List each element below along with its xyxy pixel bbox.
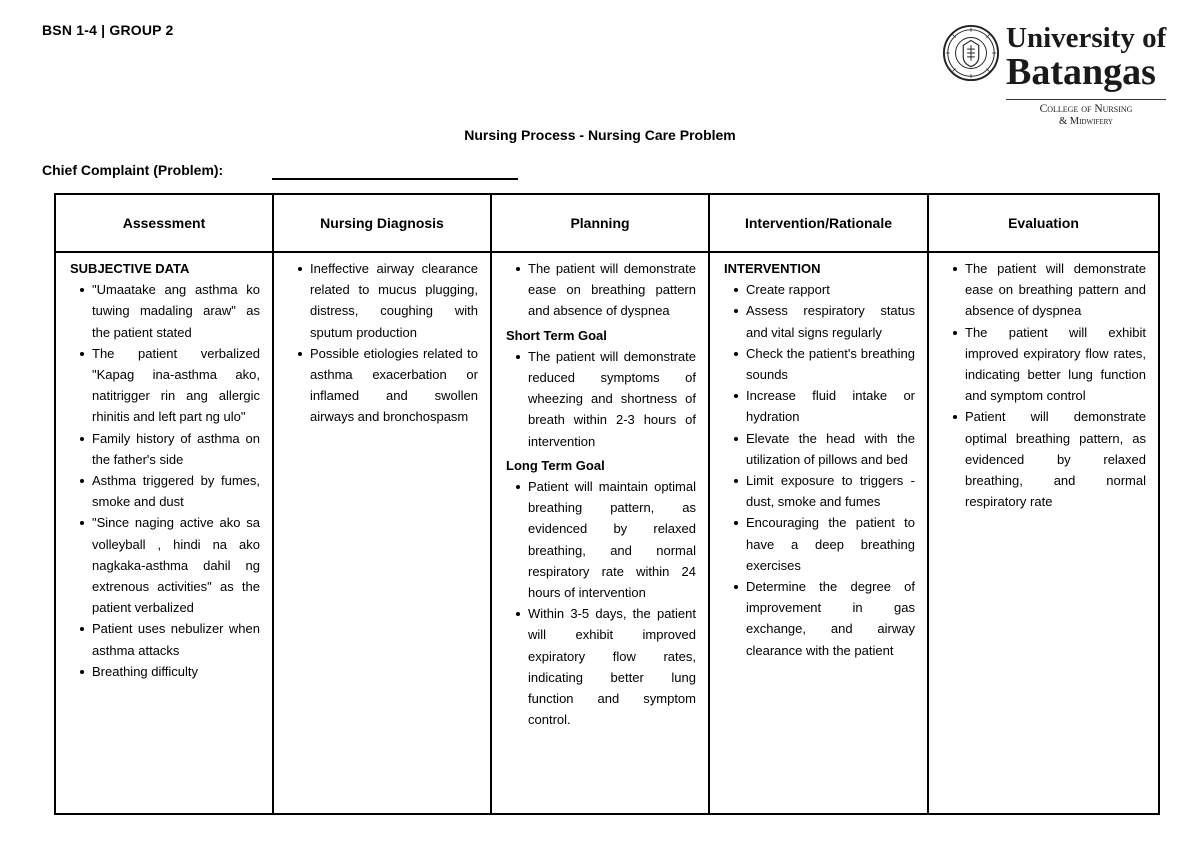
list-item: "Since naging active ako sa volleyball , hindi na ako nagkaka-asthma dahil ng extrenous activities" as the patient verbalized bbox=[92, 512, 260, 618]
column-header-evaluation: Evaluation bbox=[928, 194, 1159, 252]
list-item: The patient will demonstrate ease on breathing pattern and absence of dyspnea bbox=[528, 258, 696, 322]
list-item: "Umaatake ang asthma ko tuwing madaling araw" as the patient stated bbox=[92, 279, 260, 343]
list-item: Patient uses nebulizer when asthma attacks bbox=[92, 618, 260, 660]
short-term-goal-list bbox=[506, 346, 696, 452]
list-item: Check the patient's breathing sounds bbox=[746, 343, 915, 385]
chief-complaint-blank-line bbox=[272, 178, 518, 180]
column-header-diagnosis: Nursing Diagnosis bbox=[273, 194, 491, 252]
list-item: Limit exposure to triggers - dust, smoke and fumes bbox=[746, 470, 915, 512]
list-item: Breathing difficulty bbox=[92, 661, 260, 682]
evaluation-list bbox=[943, 258, 1146, 512]
planning-list bbox=[506, 258, 696, 322]
list-item: Increase fluid intake or hydration bbox=[746, 385, 915, 427]
list-item: Patient will demonstrate optimal breathing pattern, as evidenced by relaxed breathing, and normal respiratory rate bbox=[965, 406, 1146, 512]
list-item: Within 3-5 days, the patient will exhibit improved expiratory flow rates, indicating better lung function and symptom control. bbox=[528, 603, 696, 730]
list-item: Encouraging the patient to have a deep breathing exercises bbox=[746, 512, 915, 576]
subjective-data-heading: SUBJECTIVE DATA bbox=[70, 261, 190, 276]
list-item: Elevate the head with the utilization of pillows and bed bbox=[746, 428, 915, 470]
list-item: Assess respiratory status and vital signs regularly bbox=[746, 300, 915, 342]
evaluation-cell bbox=[928, 252, 1159, 814]
list-item: Patient will maintain optimal breathing pattern, as evidenced by relaxed breathing, and normal respiratory rate within 24 hours of intervention bbox=[528, 476, 696, 603]
list-item: Create rapport bbox=[746, 279, 915, 300]
university-logo bbox=[942, 22, 1182, 132]
assessment-cell bbox=[55, 252, 273, 814]
long-term-goal-heading: Long Term Goal bbox=[506, 457, 605, 473]
university-name-line1: University of bbox=[1006, 22, 1167, 54]
assessment-list bbox=[70, 279, 260, 682]
list-item: Asthma triggered by fumes, smoke and dust bbox=[92, 470, 260, 512]
document-title: Nursing Process - Nursing Care Problem bbox=[464, 127, 736, 143]
table-header-row bbox=[55, 194, 1159, 252]
group-label: BSN 1-4 | GROUP 2 bbox=[42, 22, 174, 38]
diagnosis-list bbox=[288, 258, 478, 428]
diagnosis-cell bbox=[273, 252, 491, 814]
column-header-intervention: Intervention/Rationale bbox=[709, 194, 928, 252]
intervention-cell bbox=[709, 252, 928, 814]
list-item: Possible etiologies related to asthma exacerbation or inflamed and swollen airways and bronchospasm bbox=[310, 343, 478, 428]
chief-complaint-label: Chief Complaint (Problem): bbox=[42, 162, 224, 178]
list-item: The patient will demonstrate ease on breathing pattern and absence of dyspnea bbox=[965, 258, 1146, 322]
college-name-line2: & Midwifery bbox=[1059, 116, 1113, 127]
list-item: The patient verbalized "Kapag ina-asthma ako, natitrigger rin ang allergic rhinitis and left part ng ulo" bbox=[92, 343, 260, 428]
column-header-planning: Planning bbox=[491, 194, 709, 252]
column-header-assessment: Assessment bbox=[55, 194, 273, 252]
list-item: Family history of asthma on the father's side bbox=[92, 428, 260, 470]
list-item: Ineffective airway clearance related to mucus plugging, distress, coughing with sputum production bbox=[310, 258, 478, 343]
university-name-line2: Batangas bbox=[1006, 51, 1156, 93]
college-name-line1: College of Nursing bbox=[1039, 103, 1133, 115]
list-item: The patient will exhibit improved expiratory flow rates, indicating better lung function and symptom control bbox=[965, 322, 1146, 407]
list-item: Determine the degree of improvement in gas exchange, and airway clearance with the patient bbox=[746, 576, 915, 661]
logo-divider bbox=[1006, 99, 1166, 100]
list-item: The patient will demonstrate reduced symptoms of wheezing and shortness of breath within 2-3 hours of intervention bbox=[528, 346, 696, 452]
university-seal-icon bbox=[942, 24, 1000, 82]
short-term-goal-heading: Short Term Goal bbox=[506, 327, 607, 343]
long-term-goal-list bbox=[506, 476, 696, 730]
intervention-heading: INTERVENTION bbox=[724, 261, 821, 276]
table-row bbox=[55, 252, 1159, 814]
nursing-care-plan-table bbox=[54, 193, 1160, 815]
intervention-list bbox=[724, 279, 915, 661]
planning-cell bbox=[491, 252, 709, 814]
